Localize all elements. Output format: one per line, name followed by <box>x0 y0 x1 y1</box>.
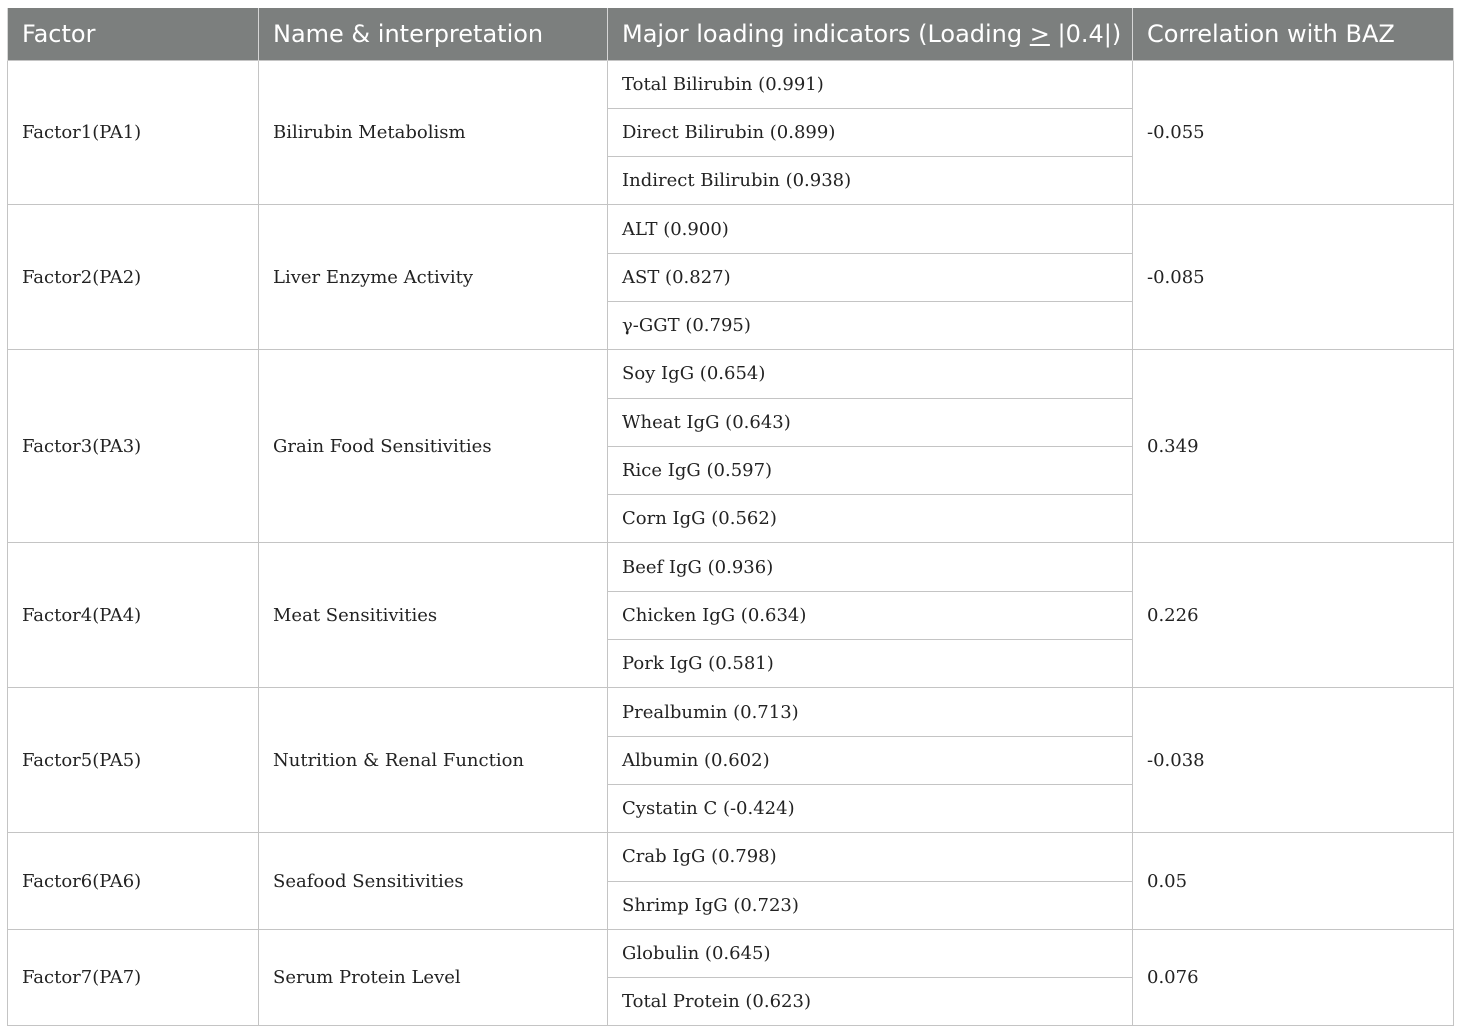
table-row <box>8 929 1454 977</box>
name-cell: Grain Food Sensitivities <box>259 350 608 543</box>
correlation-cell: 0.05 <box>1133 833 1454 930</box>
correlation-cell: -0.085 <box>1133 205 1454 350</box>
header-correlation: Correlation with BAZ <box>1133 8 1454 60</box>
name-cell: Seafood Sensitivities <box>259 833 608 930</box>
table-header <box>8 8 1454 60</box>
indicator-cell: Albumin (0.602) <box>608 736 1133 784</box>
indicator-cell: Indirect Bilirubin (0.938) <box>608 157 1133 205</box>
header-row <box>8 8 1454 60</box>
indicator-cell: Crab IgG (0.798) <box>608 833 1133 881</box>
indicator-cell: Rice IgG (0.597) <box>608 446 1133 494</box>
factor-cell: Factor6(PA6) <box>8 833 259 930</box>
name-cell: Nutrition & Renal Function <box>259 688 608 833</box>
indicator-cell: Globulin (0.645) <box>608 929 1133 977</box>
correlation-cell: 0.076 <box>1133 929 1454 1026</box>
factor-cell: Factor2(PA2) <box>8 205 259 350</box>
correlation-cell: -0.038 <box>1133 688 1454 833</box>
indicator-cell: Pork IgG (0.581) <box>608 640 1133 688</box>
indicator-cell: Prealbumin (0.713) <box>608 688 1133 736</box>
table-row <box>8 350 1454 398</box>
indicator-cell: Chicken IgG (0.634) <box>608 591 1133 639</box>
factor-cell: Factor4(PA4) <box>8 543 259 688</box>
indicator-cell: Cystatin C (-0.424) <box>608 784 1133 832</box>
indicator-cell: Direct Bilirubin (0.899) <box>608 108 1133 156</box>
factor-cell: Factor3(PA3) <box>8 350 259 543</box>
indicator-cell: AST (0.827) <box>608 253 1133 301</box>
header-indicators-symbol: > <box>1029 19 1050 48</box>
header-indicators <box>608 8 1133 60</box>
factor-cell: Factor5(PA5) <box>8 688 259 833</box>
indicator-cell: Total Bilirubin (0.991) <box>608 60 1133 108</box>
indicator-cell: Beef IgG (0.936) <box>608 543 1133 591</box>
correlation-cell: -0.055 <box>1133 60 1454 205</box>
indicator-cell: Soy IgG (0.654) <box>608 350 1133 398</box>
correlation-cell: 0.226 <box>1133 543 1454 688</box>
table-row <box>8 833 1454 881</box>
indicator-cell: Corn IgG (0.562) <box>608 495 1133 543</box>
factor-cell: Factor7(PA7) <box>8 929 259 1026</box>
indicator-cell: ALT (0.900) <box>608 205 1133 253</box>
table-body <box>8 60 1454 1026</box>
indicator-cell: Wheat IgG (0.643) <box>608 398 1133 446</box>
table-row <box>8 205 1454 253</box>
factor-cell: Factor1(PA1) <box>8 60 259 205</box>
correlation-cell: 0.349 <box>1133 350 1454 543</box>
factor-table <box>7 8 1454 1026</box>
header-indicators-suffix: |0.4|) <box>1049 19 1122 48</box>
name-cell: Liver Enzyme Activity <box>259 205 608 350</box>
header-name: Name & interpretation <box>259 8 608 60</box>
indicator-cell: γ-GGT (0.795) <box>608 301 1133 349</box>
table-row <box>8 688 1454 736</box>
table-row <box>8 543 1454 591</box>
indicator-cell: Total Protein (0.623) <box>608 978 1133 1026</box>
header-factor: Factor <box>8 8 259 60</box>
name-cell: Meat Sensitivities <box>259 543 608 688</box>
name-cell: Serum Protein Level <box>259 929 608 1026</box>
table-row <box>8 60 1454 108</box>
header-indicators-prefix: Major loading indicators (Loading <box>622 19 1030 48</box>
indicator-cell: Shrimp IgG (0.723) <box>608 881 1133 929</box>
name-cell: Bilirubin Metabolism <box>259 60 608 205</box>
